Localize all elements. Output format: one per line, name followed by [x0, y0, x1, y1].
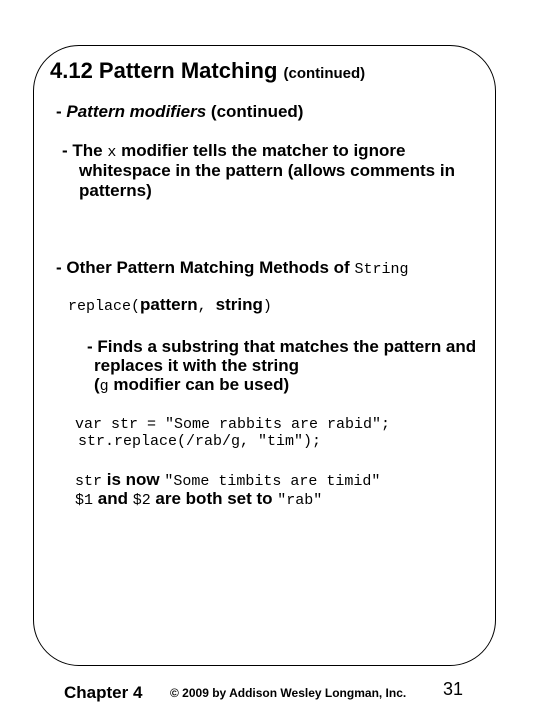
replace-signature	[68, 295, 272, 315]
replace-code2: ,	[197, 298, 216, 315]
res2-code1: $1	[75, 492, 94, 509]
x-mod-pre: - The	[62, 141, 108, 160]
res2-text2: are both set to	[150, 489, 278, 508]
finds-line2: replaces it with the string	[94, 356, 299, 375]
footer-copyright: © 2009 by Addison Wesley Longman, Inc.	[170, 686, 407, 700]
heading1-rest: (continued)	[206, 102, 304, 121]
finds-line3	[94, 375, 289, 395]
title-suffix: (continued)	[283, 65, 366, 82]
res1-text: is now	[102, 470, 165, 489]
x-mod-post: modifier tells the matcher to ignore	[116, 141, 406, 160]
finds-line3-code: g	[99, 378, 109, 395]
finds-line3-pre: (	[94, 375, 100, 394]
heading1-italic: Pattern modifiers	[66, 102, 207, 121]
footer-chapter: Chapter 4	[64, 683, 143, 702]
code-line2: str.replace(/rab/g, "tim");	[78, 433, 322, 450]
footer-page-number: 31	[443, 679, 464, 699]
finds-line1: - Finds a substring that matches the pattern and	[87, 337, 477, 356]
result-line1	[75, 470, 380, 490]
heading1-dash: -	[56, 102, 67, 121]
other-pre: - Other Pattern Matching Methods of	[56, 258, 355, 277]
res2-code3: "rab"	[277, 492, 323, 509]
replace-code1: replace(	[68, 298, 141, 315]
res2-code2: $2	[132, 492, 151, 509]
x-mod-code: x	[107, 144, 117, 161]
replace-arg1: pattern	[140, 295, 198, 314]
heading-other-methods	[56, 258, 408, 278]
x-modifier-line2: whitespace in the pattern (allows comments in	[79, 161, 455, 180]
title-text: 4.12 Pattern Matching	[50, 58, 278, 83]
replace-arg2: string	[215, 295, 263, 314]
replace-code3: )	[262, 298, 272, 315]
res2-text1: and	[93, 489, 133, 508]
x-modifier-line1	[62, 141, 405, 161]
x-modifier-line3: patterns)	[79, 181, 152, 200]
res1-code2: "Some timbits are timid"	[164, 473, 381, 490]
result-line2	[75, 489, 322, 509]
res1-code1: str	[75, 473, 103, 490]
finds-line3-post: modifier can be used)	[108, 375, 290, 394]
slide-title	[50, 58, 365, 84]
other-code: String	[354, 261, 409, 278]
heading-pattern-modifiers	[56, 102, 303, 122]
code-line1: var str = "Some rabbits are rabid";	[75, 416, 391, 433]
